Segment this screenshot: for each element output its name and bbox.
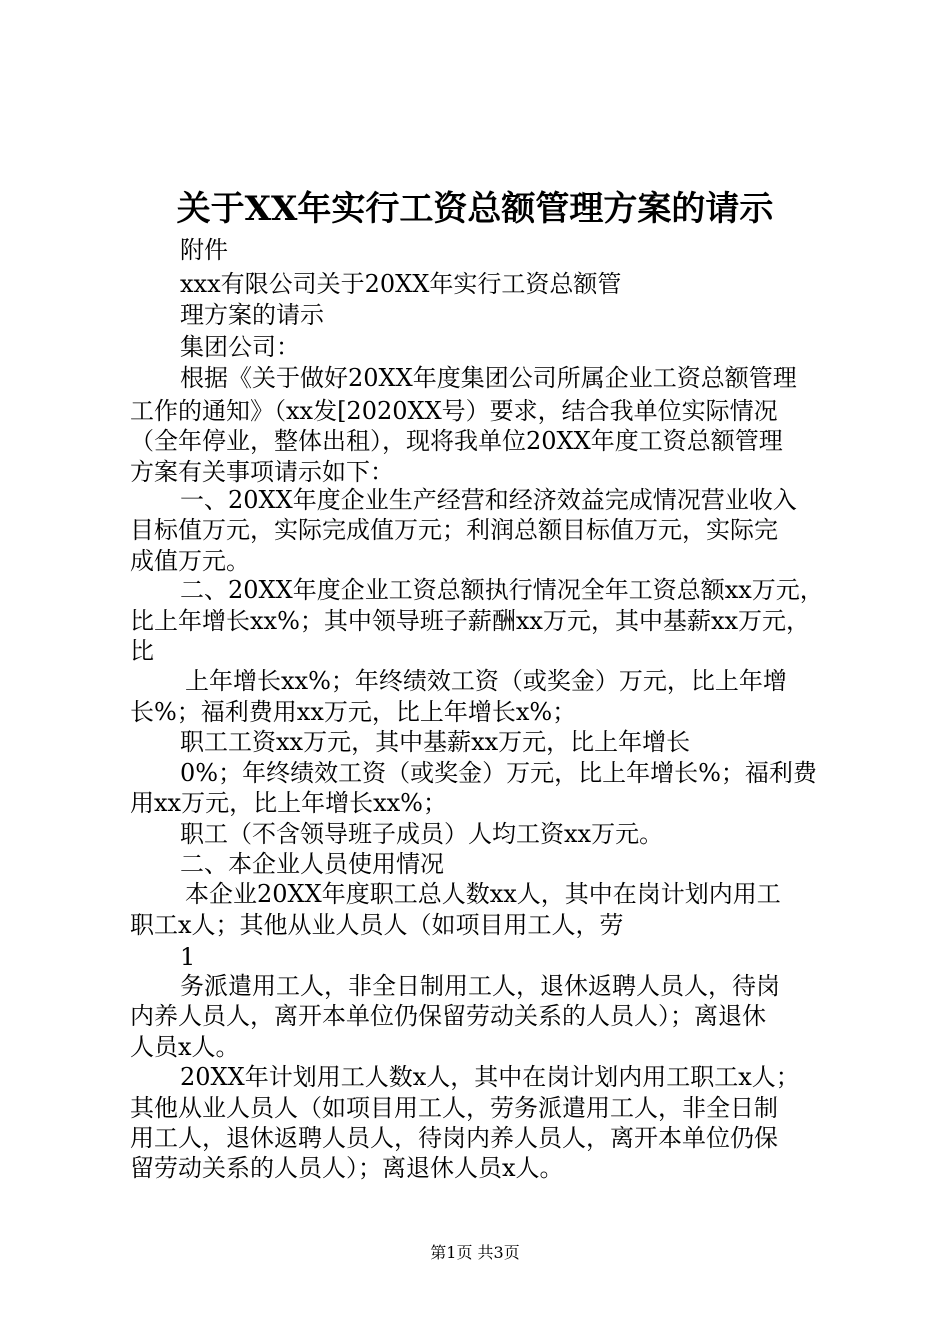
text-line: 务派遣用工人，非全日制用工人，退休返聘人员人，待岗: [180, 972, 780, 1000]
text-line: 0%；年终绩效工资（或奖金）万元，比上年增长%；福利费: [180, 759, 817, 787]
page-footer: 第1页 共3页: [430, 1243, 520, 1262]
text-line: 附件: [180, 236, 228, 264]
text-line: xxx有限公司关于20XX年实行工资总额管: [180, 270, 622, 298]
text-line: 职工（不含领导班子成员）人均工资xx万元。: [180, 820, 664, 848]
text-line: 上年增长xx%；年终绩效工资（或奖金）万元，比上年增: [185, 667, 787, 695]
text-line: 目标值万元，实际完成值万元；利润总额目标值万元，实际完: [130, 516, 778, 544]
text-line: 集团公司：: [180, 333, 300, 361]
text-line: 一、20XX年度企业生产经营和经济效益完成情况营业收入: [180, 486, 797, 514]
text-line: 比: [130, 637, 154, 665]
text-line: 根据《关于做好20XX年度集团公司所属企业工资总额管理: [180, 364, 797, 392]
text-line: 人员x人。: [130, 1033, 240, 1061]
text-line: 用工人，退休返聘人员人，待岗内养人员人，离开本单位仍保: [130, 1124, 778, 1152]
text-line: 其他从业人员人（如项目用工人，劳务派遣用工人，非全日制: [130, 1094, 778, 1122]
text-line: 20XX年计划用工人数x人，其中在岗计划内用工职工x人；: [180, 1063, 800, 1091]
text-line: 方案有关事项请示如下：: [130, 458, 394, 486]
text-line: 长%；福利费用xx万元，比上年增长x%；: [130, 698, 577, 726]
document-title: 关于XX年实行工资总额管理方案的请示: [176, 189, 774, 229]
text-line: 成值万元。: [130, 547, 250, 575]
text-line: 二、本企业人员使用情况: [180, 850, 444, 878]
text-line: （全年停业，整体出租），现将我单位20XX年度工资总额管理: [130, 427, 783, 455]
text-line: 二、20XX年度企业工资总额执行情况全年工资总额xx万元，: [180, 576, 824, 604]
text-line: 职工工资xx万元，其中基薪xx万元，比上年增长: [180, 728, 691, 756]
text-line: 留劳动关系的人员人）；离退休人员x人。: [130, 1154, 564, 1182]
text-line: 工作的通知》（xx发[2020XX号）要求，结合我单位实际情况: [130, 397, 778, 425]
text-line: 职工x人；其他从业人员人（如项目用工人，劳: [130, 911, 624, 939]
text-line: 本企业20XX年度职工总人数xx人，其中在岗计划内用工: [185, 880, 781, 908]
text-line: 比上年增长xx%；其中领导班子薪酬xx万元，其中基薪xx万元，: [130, 607, 811, 635]
text-line: 内养人员人，离开本单位仍保留劳动关系的人员人）；离退休: [130, 1002, 766, 1030]
page-number-inline: 1: [180, 943, 196, 971]
text-line: 理方案的请示: [180, 301, 324, 329]
text-line: 用xx万元，比上年增长xx%；: [130, 789, 447, 817]
